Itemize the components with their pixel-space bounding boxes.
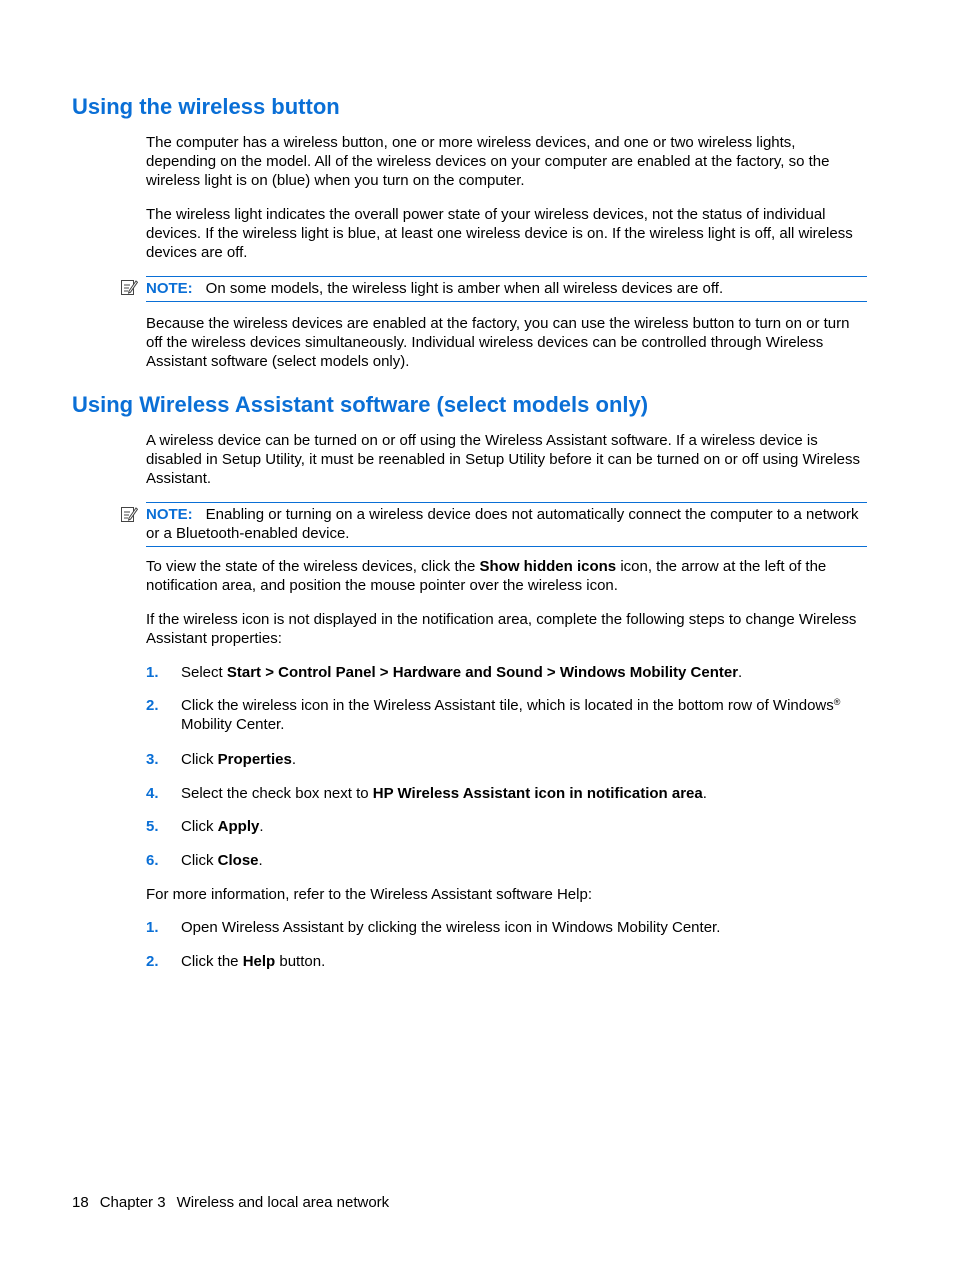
paragraph: For more information, refer to the Wireless Assistant software Help: [146, 886, 592, 903]
step-number: 2. [146, 697, 159, 714]
note-text: On some models, the wireless light is amber when all wireless devices are off. [205, 280, 724, 297]
step-text: Click Close. [181, 852, 263, 869]
step-number: 6. [146, 852, 159, 869]
step-number: 1. [146, 919, 159, 936]
section-heading-wireless-assistant: Using Wireless Assistant software (select models only) [72, 392, 649, 417]
chapter-label: Chapter 3 [99, 1194, 166, 1211]
step-number: 1. [146, 664, 159, 681]
step-number: 3. [146, 751, 159, 768]
step-text: Select the check box next to HP Wireless Assistant icon in notification area. [181, 785, 707, 802]
note-label: NOTE: [146, 506, 193, 523]
step-text: Click Apply. [181, 818, 264, 835]
paragraph: The wireless light indicates the overall power state of your wireless devices, not the status of individual devices. If the wireless light is blue, at least one wireless device is on. If the wireless light is off, all wireless devices are off. [146, 206, 853, 261]
paragraph: The computer has a wireless button, one or more wireless devices, and one or two wireless lights, depending on the model. All of the wireless devices on your computer are enabled at the factory, so the wireless light is on (blue) when you turn on the computer. [146, 134, 830, 189]
note-text: Enabling or turning on a wireless device does not automatically connect the computer to a network or a Bluetooth-enabled device. [146, 506, 859, 542]
step-text: Select Start > Control Panel > Hardware and Sound > Windows Mobility Center. [181, 664, 743, 681]
step-text: Click the Help button. [181, 953, 326, 970]
note-pencil-icon [120, 505, 138, 523]
step-number: 4. [146, 785, 159, 802]
paragraph: A wireless device can be turned on or off using the Wireless Assistant software. If a wireless device is disabled in Setup Utility, it must be reenabled in Setup Utility before it can be turned on or off using Wireless Assistant. [146, 432, 860, 487]
step-text: Click the wireless icon in the Wireless Assistant tile, which is located in the bottom row of Windows® Mobility Center. [181, 697, 841, 733]
text-run: icon, the arrow at the left of the notification area, and position the mouse pointer over the wireless icon. [146, 558, 827, 594]
note-pencil-icon [120, 278, 138, 296]
note-box [146, 502, 867, 547]
note-label: NOTE: [146, 280, 193, 297]
note-box [146, 276, 867, 302]
page-number: 18 [72, 1194, 89, 1211]
ui-term: Show hidden icons [479, 558, 617, 575]
paragraph [146, 557, 868, 595]
page-footer [72, 1193, 400, 1212]
chapter-title: Wireless and local area network [176, 1194, 390, 1211]
step-text: Open Wireless Assistant by clicking the wireless icon in Windows Mobility Center. [181, 919, 721, 936]
step-number: 2. [146, 953, 159, 970]
paragraph: If the wireless icon is not displayed in the notification area, complete the following steps to change Wireless Assistant properties: [146, 611, 857, 647]
step-text: Click Properties. [181, 751, 297, 768]
text-run: To view the state of the wireless devices, click the [146, 558, 480, 575]
paragraph: Because the wireless devices are enabled at the factory, you can use the wireless button to turn on or turn off the wireless devices simultaneously. Individual wireless devices can be controlled through Wireless Assistant software (select models only). [146, 315, 850, 370]
step-number: 5. [146, 818, 159, 835]
section-heading-wireless-button: Using the wireless button [72, 94, 340, 119]
